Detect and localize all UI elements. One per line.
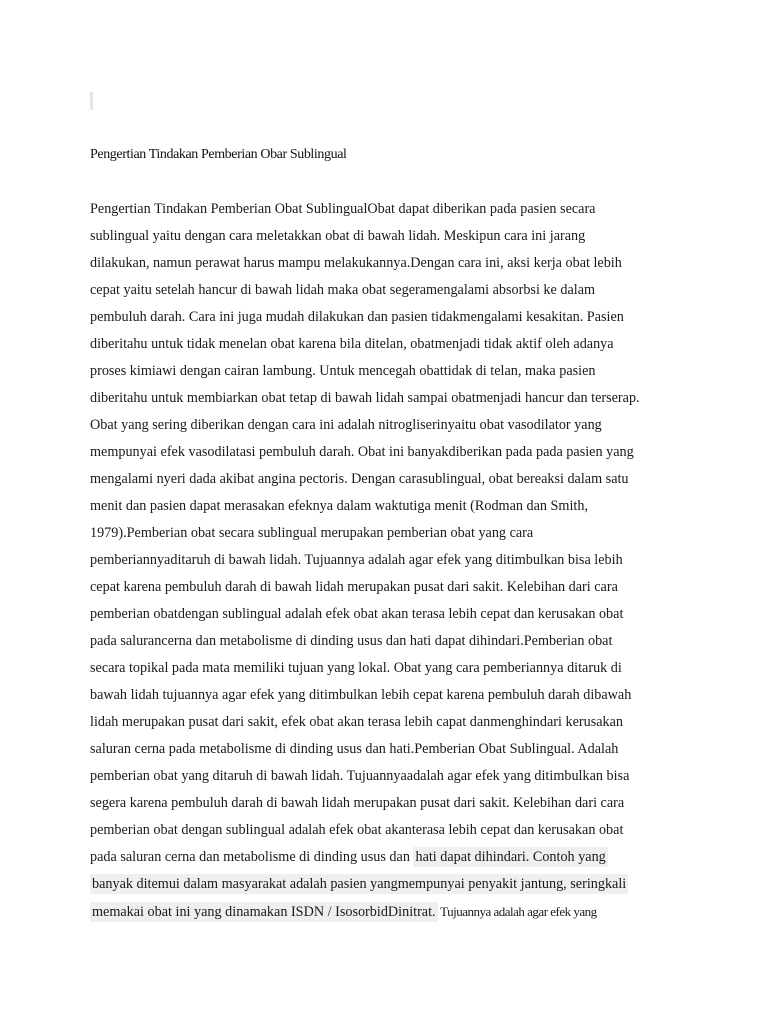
body-line: saluran cerna pada metabolisme di dinding usus dan hati.Pemberian Obat Sublingual. Adalah [90, 741, 619, 757]
body-line: segera karena pembuluh darah di bawah lidah merupakan pusat dari sakit. Kelebihan dari cara [90, 795, 625, 811]
body-line: mengalami nyeri dada akibat angina pectoris. Dengan carasublingual, obat bereaksi dalam satu [90, 471, 629, 487]
body-line [90, 844, 680, 871]
body-line: pembuluh darah. Cara ini juga mudah dilakukan dan pasien tidakmengalami kesakitan. Pasien [90, 309, 624, 325]
text-cursor-marker [90, 92, 93, 110]
body-line: pemberian obat dengan sublingual adalah efek obat akanterasa lebih cepat dan kerusakan obat [90, 822, 624, 838]
highlighted-text: memakai obat ini yang dinamakan ISDN / IsosorbidDinitrat. [92, 904, 436, 920]
body-line: pemberian obatdengan sublingual adalah efek obat akan terasa lebih cepat dan kerusakan obat [90, 606, 624, 622]
body-line: proses kimiawi dengan cairan lambung. Untuk mencegah obattidak di telan, maka pasien [90, 363, 596, 379]
body-line: sublingual yaitu dengan cara meletakkan obat di bawah lidah. Meskipun cara ini jarang [90, 228, 586, 244]
body-line: cepat yaitu setelah hancur di bawah lidah maka obat segeramengalami absorbsi ke dalam [90, 282, 596, 298]
body-line: Obat yang sering diberikan dengan cara ini adalah nitrogliserinyaitu obat vasodilator yang [90, 417, 602, 433]
body-line [90, 871, 680, 898]
body-line: Pengertian Tindakan Pemberian Obat SublingualObat dapat diberikan pada pasien secara [90, 201, 596, 217]
body-line: secara topikal pada mata memiliki tujuan yang lokal. Obat yang cara pemberiannya ditaruk di [90, 660, 622, 676]
body-line: mempunyai efek vasodilatasi pembuluh darah. Obat ini banyakdiberikan pada pada pasien yang [90, 444, 634, 460]
body-line: diberitahu untuk membiarkan obat tetap di bawah lidah sampai obatmenjadi hancur dan terserap. [90, 390, 640, 406]
body-line: diberitahu untuk tidak menelan obat karena bila ditelan, obatmenjadi tidak aktif oleh adanya [90, 336, 614, 352]
highlighted-text: banyak ditemui dalam masyarakat adalah pasien yangmempunyai penyakit jantung, seringkali [92, 876, 627, 892]
body-line: dilakukan, namun perawat harus mampu melakukannya.Dengan cara ini, aksi kerja obat lebih [90, 255, 622, 271]
body-line: pemberian obat yang ditaruh di bawah lidah. Tujuannyaadalah agar efek yang ditimbulkan bisa [90, 768, 630, 784]
body-line: 1979).Pemberian obat secara sublingual merupakan pemberian obat yang cara [90, 525, 534, 541]
body-line: pemberiannyaditaruh di bawah lidah. Tujuannya adalah agar efek yang ditimbulkan bisa lebih [90, 552, 623, 568]
document-body [90, 196, 680, 925]
body-line [90, 898, 680, 925]
body-line: bawah lidah tujuannya agar efek yang ditimbulkan lebih cepat karena pembuluh darah dibawah [90, 687, 632, 703]
body-line-tight: Tujuannya adalah agar efek yang [437, 904, 597, 919]
body-line: menit dan pasien dapat merasakan efeknya dalam waktutiga menit (Rodman dan Smith, [90, 498, 588, 514]
highlighted-text: hati dapat dihindari. Contoh yang [415, 849, 606, 865]
body-line: pada salurancerna dan metabolisme di dinding usus dan hati dapat dihindari.Pemberian obat [90, 633, 613, 649]
body-line: cepat karena pembuluh darah di bawah lidah merupakan pusat dari sakit. Kelebihan dari cara [90, 579, 618, 595]
document-title: Pengertian Tindakan Pemberian Obar Sublingual [90, 147, 347, 162]
body-line: lidah merupakan pusat dari sakit, efek obat akan terasa lebih capat danmenghindari kerusakan [90, 714, 624, 730]
body-line-plain: pada saluran cerna dan metabolisme di dinding usus dan [90, 849, 414, 865]
